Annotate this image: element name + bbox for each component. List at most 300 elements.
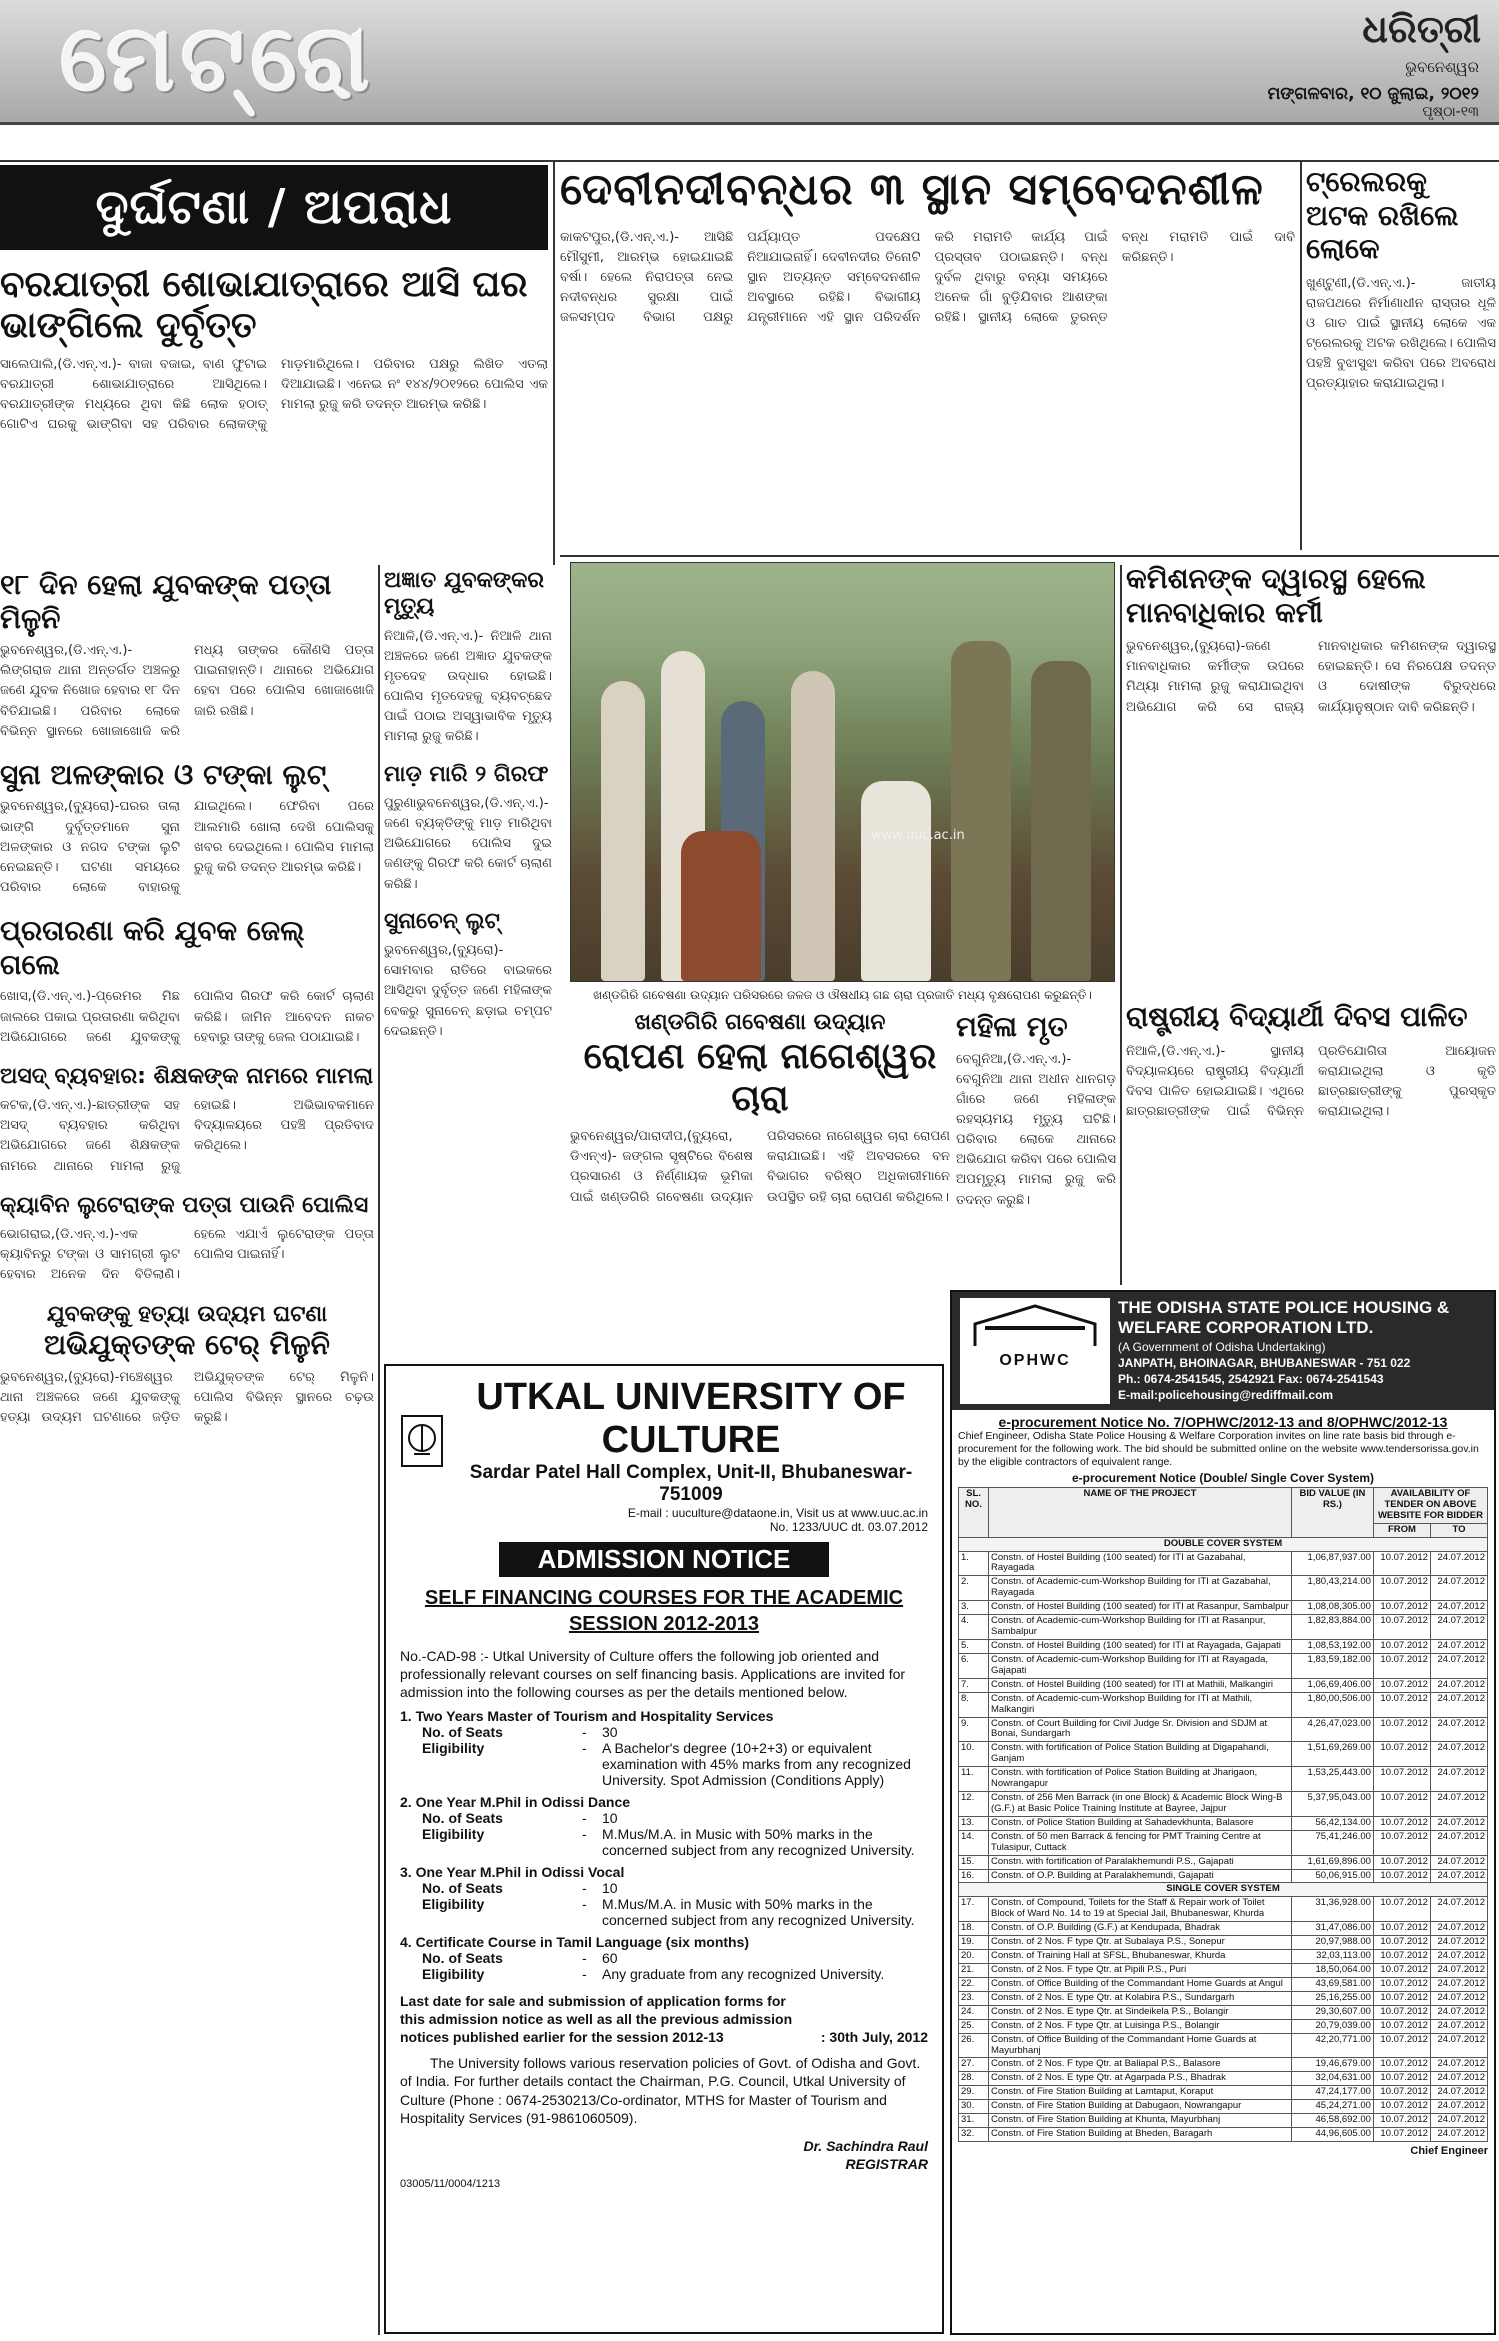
bid-value: 20,97,988.00 (1291, 1936, 1373, 1950)
project-name: Constn. of Training Hall at SFSL, Bhubaneswar, Khurda (989, 1950, 1292, 1964)
from-date: 10.07.2012 (1373, 1816, 1430, 1830)
sl-no: 29. (959, 2086, 989, 2100)
table-row (959, 1551, 1488, 1576)
from-date: 10.07.2012 (1373, 1717, 1430, 1742)
headline: ପ୍ରତାରଣା କରି ଯୁବକ ଜେଲ୍ ଗଲେ (0, 914, 305, 981)
to-date: 24.07.2012 (1430, 2033, 1487, 2058)
to-date: 24.07.2012 (1430, 1991, 1487, 2005)
from-date: 10.07.2012 (1373, 1869, 1430, 1883)
students-story (1126, 1000, 1496, 1290)
bid-value: 44,96,605.00 (1291, 2128, 1373, 2142)
police-housing-ad (950, 1290, 1496, 2335)
sl-no: 17. (959, 1897, 989, 1922)
lead-headline: ଦେବୀନଦୀବନ୍ଧର ୩ ସ୍ଥାନ ସମ୍ବେଦନଶୀଳ (560, 165, 1264, 215)
bid-value: 31,36,928.00 (1291, 1897, 1373, 1922)
table-section-row (959, 1883, 1488, 1897)
ad-header (400, 1376, 928, 1506)
col-header: BID VALUE (IN RS.) (1291, 1487, 1373, 1537)
kicker: ଯୁବକଙ୍କୁ ହତ୍ୟା ଉଦ୍ୟମ ଘଟଣା (46, 1301, 328, 1327)
table-title: e-procurement Notice (Double/ Single Cover System) (1071, 1470, 1375, 1485)
bid-value: 46,58,692.00 (1291, 2114, 1373, 2128)
headline: ୧୮ ଦିନ ହେଲା ଯୁବକଙ୍କ ପତ୍ତା ମିଳୁନି (0, 568, 332, 635)
last-date-value: : 30th July, 2012 (820, 2028, 928, 2045)
separator: - (582, 1825, 587, 1842)
newspaper-brand: ଧରିତ୍ରୀ (1362, 6, 1481, 51)
project-name: Constn. of Fire Station Building at Khunta, Mayurbhanj (989, 2114, 1292, 2128)
from-date: 10.07.2012 (1373, 1639, 1430, 1653)
section-banner: ଦୁର୍ଘଟଣା / ଅପରାଧ (0, 165, 548, 250)
project-name: Constn. of Hostel Building (100 seated) for ITI at Mathili, Malkangiri (989, 1678, 1292, 1692)
headline: ସୁନା ଅଳଙ୍କାର ଓ ଟଙ୍କା ଲୁଟ୍ (0, 757, 327, 791)
seats-value: 30 (602, 1723, 618, 1740)
separator: - (582, 1895, 587, 1912)
bid-value: 1,51,69,269.00 (1291, 1742, 1373, 1767)
bid-value: 50,06,915.00 (1291, 1869, 1373, 1883)
col-header: SL. NO. (959, 1487, 989, 1537)
table-row (959, 2114, 1488, 2128)
seats-value: 10 (602, 1809, 618, 1826)
sl-no: 28. (959, 2072, 989, 2086)
bid-value: 75,41,246.00 (1291, 1830, 1373, 1855)
table-row (959, 1922, 1488, 1936)
university-ad (384, 1364, 944, 2334)
bid-value: 1,83,59,182.00 (1291, 1653, 1373, 1678)
table-row (959, 1678, 1488, 1692)
to-date: 24.07.2012 (1430, 2100, 1487, 2114)
ad-code: 03005/11/0004/1213 (400, 2178, 501, 2191)
photo-figure (601, 681, 645, 981)
project-name: Constn. of 2 Nos. E type Qtr. at Kolabira P.S., Sundargarh (989, 1991, 1292, 2005)
to-date: 24.07.2012 (1430, 2128, 1487, 2142)
photo-figure (861, 781, 931, 981)
seats-label: No. of Seats (422, 1879, 503, 1896)
table-row (959, 1977, 1488, 1991)
photo-caption (570, 984, 1115, 1004)
notice-intro: No.-CAD-98 :- Utkal University of Culture offers the following job oriented and professionally relevant courses on self financing basis. Applications are invited for admission into the following courses as per the details mentioned below. (400, 1648, 906, 1701)
article-body: ନିଆଳି,(ଡି.ଏନ୍.ଏ.)- ନିଆଳି ଥାନା ଅଞ୍ଚଳରେ ଜଣେ ଅଜ୍ଞାତ ଯୁବକଙ୍କ ମୃତଦେହ ଉଦ୍ଧାର ହୋଇଛି। ପୋଲିସ ମୃତଦେହକୁ ବ୍ୟବଚ୍ଛେଦ ପାଇଁ ପଠାଇ ଅସ୍ୱାଭାବିକ ମୃତ୍ୟୁ ମାମଲା ରୁଜୁ କରିଛି। (384, 628, 552, 745)
section-masthead-title: ମେଟ୍ରୋ (60, 4, 376, 112)
to-date: 24.07.2012 (1430, 2019, 1487, 2033)
ad-footer: Chief Engineer (1410, 2145, 1488, 2157)
article-body: ଭୁବନେଶ୍ୱର/ପାରାଦୀପ,(ବ୍ୟୁରୋ, ଡିଏନ୍ଏ)- ଜଙ୍ଗଲ ସୃଷ୍ଟିରେ ବିଶେଷ ପ୍ରସାରଣ ଓ ନିର୍ଣ୍ଣାୟକ ଭୂମିକା ପାଇଁ ଖଣ୍ଡଗିରି ଗବେଷଣା ଉଦ୍ୟାନ ପରିସରରେ ନାଗେଶ୍ୱର ଚାରା ରୋପଣ କରାଯାଇଛି। ଏହି ଅବସରରେ ବନ ବିଭାଗର ବରିଷ୍ଠ ଅଧିକାରୀମାନେ ଉପସ୍ଥିତ ରହି ଚାରା ରୋପଣ କରିଥିଲେ। (570, 1129, 950, 1205)
from-date: 10.07.2012 (1373, 1551, 1430, 1576)
lead-story (560, 165, 1295, 550)
to-date: 24.07.2012 (1430, 1792, 1487, 1817)
bid-value: 47,24,177.00 (1291, 2086, 1373, 2100)
from-date: 10.07.2012 (1373, 2100, 1430, 2114)
course-title: 1. Two Years Master of Tourism and Hospitality Services (400, 1707, 774, 1724)
sl-no: 32. (959, 2128, 989, 2142)
headline: ଅଭିଯୁକ୍ତଙ୍କ ଟେର୍ ମିଳୁନି (44, 1327, 330, 1361)
university-name: UTKAL UNIVERSITY OF CULTURE (476, 1376, 906, 1461)
bid-value: 29,30,607.00 (1291, 2005, 1373, 2019)
photo-figure (1031, 661, 1091, 981)
headline: କମିଶନଙ୍କ ଦ୍ୱାରସ୍ଥ ହେଲେ ମାନବାଧିକାର କର୍ମୀ (1126, 562, 1426, 629)
table-row (959, 1653, 1488, 1678)
notice-ref: No. 1233/UUC dt. 03.07.2012 (769, 1520, 928, 1534)
section-label: SINGLE COVER SYSTEM (959, 1883, 1488, 1897)
bid-value: 32,03,113.00 (1291, 1950, 1373, 1964)
from-date: 10.07.2012 (1373, 1991, 1430, 2005)
project-name: Constn. of 2 Nos. F type Qtr. at Pipili P.S., Puri (989, 1964, 1292, 1978)
table-row (959, 1964, 1488, 1978)
headline: ମହିଳା ମୃତ (956, 1010, 1068, 1043)
to-date: 24.07.2012 (1430, 1922, 1487, 1936)
bid-value: 1,08,53,192.00 (1291, 1639, 1373, 1653)
seats-value: 10 (602, 1879, 618, 1896)
project-name: Constn. of Academic-cum-Workshop Building for ITI at Gazabahal, Rayagada (989, 1576, 1292, 1601)
project-name: Constn. of O.P. Building at Paralakhemundi, Gajapati (989, 1869, 1292, 1883)
university-email: E-mail : uuculture@dataone.in, Visit us at www.uuc.ac.in (627, 1506, 928, 1520)
article-body: ନିଆଳି,(ଡି.ଏନ୍.ଏ.)- ସ୍ଥାନୀୟ ବିଦ୍ୟାଳୟରେ ରାଷ୍ଟ୍ରୀୟ ବିଦ୍ୟାର୍ଥୀ ଦିବସ ପାଳିତ ହୋଇଯାଇଛି। ଏଥିରେ ଛାତ୍ରଛାତ୍ରୀଙ୍କ ପାଇଁ ବିଭିନ୍ନ ପ୍ରତିଯୋଗିତା ଆୟୋଜନ କରାଯାଇଥିଲା ଓ କୃତି ଛାତ୍ରଛାତ୍ରୀଙ୍କୁ ପୁରସ୍କୃତ କରାଯାଇଥିଲା। (1126, 1043, 1496, 1120)
separator: - (582, 1739, 587, 1756)
bid-value: 1,06,69,406.00 (1291, 1678, 1373, 1692)
caption-text: ଖଣ୍ଡଗିରି ଗବେଷଣା ଉଦ୍ୟାନ ପରିସରରେ ଜଳଜ ଓ ଔଷଧୀୟ ଗଛ ଚାରା ପ୍ରଜାତି ମଧ୍ୟ ବୃକ୍ଷରୋପଣ କରୁଛନ୍ତି। (593, 988, 1092, 1002)
bid-value: 18,50,064.00 (1291, 1964, 1373, 1978)
project-name: Constn. of Fire Station Building at Lamtaput, Koraput (989, 2086, 1292, 2100)
project-name: Constn. with fortification of Police Station Building at Jharigaon, Nowrangapur (989, 1767, 1292, 1792)
to-date: 24.07.2012 (1430, 1678, 1487, 1692)
university-address: Sardar Patel Hall Complex, Unit-II, Bhubaneswar-751009 (469, 1462, 913, 1505)
eligibility-label: Eligibility (422, 1825, 485, 1842)
column-divider (1120, 565, 1122, 1285)
corp-phone: Ph.: 0674-2541545, 2542921 Fax: 0674-2541543 (1118, 1372, 1384, 1387)
news-photo (570, 562, 1115, 982)
article-body: ସାଲେପାଲି,(ଡି.ଏନ୍.ଏ.)- ବାଜା ବଜାଇ, ବାଣ ଫୁଟାଇ ବରଯାତ୍ରୀ ଶୋଭାଯାତ୍ରାରେ ଆସିଥିଲେ। ବରଯାତ୍ରୀଙ୍କ ମଧ୍ୟରେ ଥିବା କିଛି ଲୋକ ହଠାତ୍ ଗୋଟିଏ ଘରକୁ ଭାଙ୍ଗିବା ସହ ପରିବାର ଲୋକଙ୍କୁ ମାଡ଼ମାରିଥିଲେ। ପରିବାର ପକ୍ଷରୁ ଲିଖିତ ଏତଲା ଦିଆଯାଇଛି। ଏନେଇ ନଂ ୧୪୪/୨୦୧୨ରେ ପୋଲିସ ଏକ ମାମଲା ରୁଜୁ କରି ତଦନ୍ତ ଆରମ୍ଭ କରିଛି। (0, 356, 548, 433)
headline: ରୋପଣ ହେଲା ନାଗେଶ୍ୱର ଚାରା (583, 1036, 937, 1119)
corporation-name: THE ODISHA STATE POLICE HOUSING & WELFARE CORPORATION LTD. (1118, 1298, 1450, 1338)
tender-table (958, 1487, 1488, 2142)
table-section-row (959, 1537, 1488, 1551)
headline: ଟ୍ରେଲରକୁ ଅଟକ ରଖିଲେ ଲୋକେ (1306, 165, 1459, 266)
bid-value: 43,69,581.00 (1291, 1977, 1373, 1991)
rights-story (1126, 562, 1496, 987)
from-date: 10.07.2012 (1373, 1692, 1430, 1717)
headline: ମାଡ଼ ମାରି ୨ ଗିରଫ (384, 761, 549, 787)
project-name: Constn. of 2 Nos. E type Qtr. at Agarpada P.S., Bhadrak (989, 2072, 1292, 2086)
headline: ରାଷ୍ଟ୍ରୀୟ ବିଦ୍ୟାର୍ଥୀ ଦିବସ ପାଳିତ (1126, 1000, 1468, 1033)
project-name: Constn. of Office Building of the Commandant Home Guards at Angul (989, 1977, 1292, 1991)
seats-value: 60 (602, 1949, 618, 1966)
table-row (959, 1792, 1488, 1817)
table-row (959, 1601, 1488, 1615)
bid-value: 42,20,771.00 (1291, 2033, 1373, 2058)
project-name: Constn. of Hostel Building (100 seated) for ITI at Rasanpur, Sambalpur (989, 1601, 1292, 1615)
to-date: 24.07.2012 (1430, 1576, 1487, 1601)
project-name: Constn. of Office Building of the Commandant Home Guards at Mayurbhanj (989, 2033, 1292, 2058)
to-date: 24.07.2012 (1430, 1869, 1487, 1883)
seats-label: No. of Seats (422, 1949, 503, 1966)
project-name: Constn. of Academic-cum-Workshop Building for ITI at Rasanpur, Sambalpur (989, 1615, 1292, 1640)
article-body: ଭୁବନେଶ୍ୱର,(ବ୍ୟୁରୋ)-ଘରର ତାଲା ଭାଙ୍ଗି ଦୁର୍ବୃତ୍ତମାନେ ସୁନା ଅଳଙ୍କାର ଓ ନଗଦ ଟଙ୍କା ଲୁଟି ନେଇଛନ୍ତି। ଘଟଣା ସମୟରେ ପରିବାର ଲୋକେ ବାହାରକୁ ଯାଇଥିଲେ। ଫେରିବା ପରେ ଆଲମାରି ଖୋଲା ଦେଖି ପୋଲିସକୁ ଖବର ଦେଇଥିଲେ। ପୋଲିସ ମାମଲା ରୁଜୁ କରି ତଦନ୍ତ ଆରମ୍ଭ କରିଛି। (0, 799, 374, 896)
from-date: 10.07.2012 (1373, 1950, 1430, 1964)
to-date: 24.07.2012 (1430, 1653, 1487, 1678)
bid-value: 5,37,95,043.00 (1291, 1792, 1373, 1817)
sl-no: 14. (959, 1830, 989, 1855)
article-body: ଭୁବନେଶ୍ୱର,(ବ୍ୟୁରୋ)-ମଞ୍ଚେଶ୍ୱର ଥାନା ଅଞ୍ଚଳରେ ଜଣେ ଯୁବକଙ୍କୁ ହତ୍ୟା ଉଦ୍ୟମ ଘଟଣାରେ ଜଡ଼ିତ ଅଭିଯୁକ୍ତଙ୍କ ଟେର୍ ମିଳୁନି। ପୋଲିସ ବିଭିନ୍ନ ସ୍ଥାନରେ ଚଢ଼ଉ କରୁଛି। (0, 1369, 374, 1425)
ophwc-logo (960, 1298, 1110, 1404)
project-name: Constn. of 2 Nos. F type Qtr. at Baliapal P.S., Balasore (989, 2058, 1292, 2072)
sl-no: 15. (959, 1855, 989, 1869)
bid-value: 31,47,086.00 (1291, 1922, 1373, 1936)
sl-no: 1. (959, 1551, 989, 1576)
article-body: ପୁରୁଣାଭୁବନେଶ୍ୱର,(ଡି.ଏନ୍.ଏ.)- ଜଣେ ବ୍ୟକ୍ତିଙ୍କୁ ମାଡ଼ ମାରିଥିବା ଅଭିଯୋଗରେ ପୋଲିସ ଦୁଇ ଜଣଙ୍କୁ ଗିରଫ କରି କୋର୍ଟ ଚାଲାଣ କରିଛି। (384, 796, 552, 892)
sl-no: 26. (959, 2033, 989, 2058)
rule (560, 555, 1499, 557)
project-name: Constn. of O.P. Building (G.F.) at Kendupada, Bhadrak (989, 1922, 1292, 1936)
from-date: 10.07.2012 (1373, 1897, 1430, 1922)
project-name: Constn. of Hostel Building (100 seated) for ITI at Rayagada, Gajapati (989, 1639, 1292, 1653)
table-row (959, 2058, 1488, 2072)
eligibility-label: Eligibility (422, 1895, 485, 1912)
university-seal-icon (400, 1414, 444, 1468)
bid-value: 45,24,271.00 (1291, 2100, 1373, 2114)
table-row (959, 1936, 1488, 1950)
article-body: ବେଗୁନିଆ,(ଡି.ଏନ୍.ଏ.)- ବେଗୁନିଆ ଥାନା ଅଧୀନ ଧାନଗଡ଼ ଗାଁରେ ଜଣେ ମହିଳାଙ୍କ ରହସ୍ୟମୟ ମୃତ୍ୟୁ ଘଟିଛି। ପରିବାର ଲୋକେ ଥାନାରେ ଅଭିଯୋଗ କରିବା ପରେ ପୋଲିସ ଅପମୃତ୍ୟୁ ମାମଲା ରୁଜୁ କରି ତଦନ୍ତ କରୁଛି। (956, 1051, 1116, 1208)
photo-watermark: www.uuc.ac.in (871, 828, 965, 843)
to-date: 24.07.2012 (1430, 1717, 1487, 1742)
project-name: Constn. of Court Building for Civil Judge Sr. Division and SDJM at Bonai, Sundargarh (989, 1717, 1292, 1742)
bid-value: 56,42,134.00 (1291, 1816, 1373, 1830)
from-date: 10.07.2012 (1373, 1767, 1430, 1792)
course-item (400, 1934, 928, 1982)
section-label: DOUBLE COVER SYSTEM (959, 1537, 1488, 1551)
table-row (959, 1830, 1488, 1855)
table-row (959, 1991, 1488, 2005)
column-divider (378, 565, 380, 2335)
table-row (959, 1615, 1488, 1640)
article-body: ଭୋଗରାଇ,(ଡି.ଏନ୍.ଏ.)-ଏକ କ୍ୟାବିନରୁ ଟଙ୍କା ଓ ସାମଗ୍ରୀ ଲୁଟ ହେବାର ଅନେକ ଦିନ ବିତିଲାଣି। ହେଲେ ଏଯାଏଁ ଲୁଟେରାଙ୍କ ପତ୍ତା ପୋଲିସ ପାଇନାହିଁ। (0, 1227, 374, 1283)
eligibility-value: M.Mus/M.A. in Music with 50% marks in the concerned subject from any recognized University. (602, 1825, 915, 1858)
from-date: 10.07.2012 (1373, 1615, 1430, 1640)
project-name: Constn. of Police Station Building at Sahadevkhunta, Balasore (989, 1816, 1292, 1830)
project-name: Constn. of Fire Station Building at Dabugaon, Nowrangapur (989, 2100, 1292, 2114)
headline: ସୁନାଚେନ୍ ଲୁଟ୍ (384, 908, 500, 934)
to-date: 24.07.2012 (1430, 1692, 1487, 1717)
bid-value: 1,53,25,443.00 (1291, 1767, 1373, 1792)
project-name: Constn. of 2 Nos. F type Qtr. at Subalaya P.S., Sonepur (989, 1936, 1292, 1950)
corp-email: E-mail:policehousing@rediffmail.com (1118, 1388, 1334, 1403)
table-row (959, 2128, 1488, 2142)
corp-address: JANPATH, BHOINAGAR, BHUBANESWAR - 751 022 (1118, 1355, 1411, 1370)
table-row (959, 1869, 1488, 1883)
sl-no: 3. (959, 1601, 989, 1615)
from-date: 10.07.2012 (1373, 2005, 1430, 2019)
headline: କ୍ୟାବିନ ଲୁଟେରାଙ୍କ ପତ୍ତା ପାଉନି ପୋଲିସ (0, 1192, 369, 1218)
sl-no: 16. (959, 1869, 989, 1883)
admission-banner: ADMISSION NOTICE (499, 1542, 829, 1577)
course-title: 4. Certificate Course in Tamil Language (six months) (400, 1933, 750, 1950)
to-date: 24.07.2012 (1430, 1936, 1487, 1950)
project-name: Constn. with fortification of Paralakhemundi P.S., Gajapati (989, 1855, 1292, 1869)
article-body: ଭୁବନେଶ୍ୱର,(ବ୍ୟୁରୋ)-ଜଣେ ମାନବାଧିକାର କର୍ମୀଙ୍କ ଉପରେ ମିଥ୍ୟା ମାମଲା ରୁଜୁ କରାଯାଇଥିବା ଅଭିଯୋଗ କରି ସେ ରାଜ୍ୟ ମାନବାଧିକାର କମିଶନଙ୍କ ଦ୍ୱାରସ୍ଥ ହୋଇଛନ୍ତି। ସେ ନିରପେକ୍ଷ ତଦନ୍ତ ଓ ଦୋଷୀଙ୍କ ବିରୁଦ୍ଧରେ କାର୍ଯ୍ୟାନୁଷ୍ଠାନ ଦାବି କରିଛନ୍ତି। (1126, 639, 1496, 715)
from-date: 10.07.2012 (1373, 2019, 1430, 2033)
project-name: Constn. of Fire Station Building at Bheden, Baragarh (989, 2128, 1292, 2142)
column-divider (1300, 160, 1302, 550)
to-date: 24.07.2012 (1430, 2005, 1487, 2019)
sl-no: 5. (959, 1639, 989, 1653)
tender-rows (959, 1537, 1488, 2141)
sl-no: 31. (959, 2114, 989, 2128)
sl-no: 11. (959, 1767, 989, 1792)
course-title: 2. One Year M.Phil in Odissi Dance (400, 1793, 631, 1810)
kicker: ଖଣ୍ଡଗିରି ଗବେଷଣା ଉଦ୍ୟାନ (634, 1010, 886, 1035)
table-row (959, 2100, 1488, 2114)
govt-line: (A Government of Odisha Undertaking) (1118, 1339, 1326, 1354)
col-subheader: TO (1430, 1523, 1487, 1537)
from-date: 10.07.2012 (1373, 1830, 1430, 1855)
headline: ଅସଦ୍ ବ୍ୟବହାର: ଶିକ୍ଷକଙ୍କ ନାମରେ ମାମଲା (0, 1063, 374, 1089)
table-row (959, 1717, 1488, 1742)
from-date: 10.07.2012 (1373, 2128, 1430, 2142)
to-date: 24.07.2012 (1430, 1767, 1487, 1792)
to-date: 24.07.2012 (1430, 2086, 1487, 2100)
sl-no: 12. (959, 1792, 989, 1817)
article-body: ଭୁବନେଶ୍ୱର,(ବ୍ୟୁରୋ)-ସୋମବାର ରାତିରେ ବାଇକରେ ଆସିଥିବା ଦୁର୍ବୃତ୍ତ ଜଣେ ମହିଳାଙ୍କ ବେକରୁ ସୁନାଚେନ୍ ଛଡ଼ାଇ ଚମ୍ପଟ ଦେଇଛନ୍ତି। (384, 943, 552, 1039)
article-body: ଭୁବନେଶ୍ୱର,(ଡି.ଏନ୍.ଏ.)-ଲିଙ୍ଗରାଜ ଥାନା ଅନ୍ତର୍ଗତ ଅଞ୍ଚଳରୁ ଜଣେ ଯୁବକ ନିଖୋଜ ହେବାର ୧୮ ଦିନ ବିତିଯାଇଛି। ପରିବାର ଲୋକେ ବିଭିନ୍ନ ସ୍ଥାନରେ ଖୋଜାଖୋଜି କରି ମଧ୍ୟ ତାଙ୍କର କୌଣସି ପତ୍ତା ପାଇନାହାନ୍ତି। ଥାନାରେ ଅଭିଯୋଗ ହେବା ପରେ ପୋଲିସ ଖୋଜାଖୋଜି ଜାରି ରଖିଛି। (0, 643, 374, 739)
headline: ଅଜ୍ଞାତ ଯୁବକଙ୍କର ମୃତ୍ୟୁ (384, 568, 545, 620)
table-row (959, 1742, 1488, 1767)
sl-no: 25. (959, 2019, 989, 2033)
eligibility-label: Eligibility (422, 1739, 485, 1756)
table-row (959, 1950, 1488, 1964)
course-item (400, 1794, 928, 1858)
to-date: 24.07.2012 (1430, 1855, 1487, 1869)
eligibility-value: M.Mus/M.A. in Music with 50% marks in the concerned subject from any recognized University. (602, 1895, 915, 1928)
page-number: ପୃଷ୍ଠା-୧୩ (1422, 104, 1479, 120)
table-row (959, 1855, 1488, 1869)
sl-no: 23. (959, 1991, 989, 2005)
from-date: 10.07.2012 (1373, 1792, 1430, 1817)
signatory: Dr. Sachindra Raul (803, 2137, 928, 2154)
from-date: 10.07.2012 (1373, 2114, 1430, 2128)
headline: ବରଯାତ୍ରୀ ଶୋଭାଯାତ୍ରାରେ ଆସି ଘର ଭାଙ୍ଗିଲେ ଦୁର୍ବୃତ୍ତ (0, 264, 528, 347)
ad-header (952, 1292, 1494, 1410)
sl-no: 2. (959, 1576, 989, 1601)
dateline-place: ଭୁବନେଶ୍ୱର (1405, 58, 1479, 76)
separator: - (582, 1965, 587, 1982)
bid-value: 1,80,43,214.00 (1291, 1576, 1373, 1601)
to-date: 24.07.2012 (1430, 1639, 1487, 1653)
from-date: 10.07.2012 (1373, 1977, 1430, 1991)
article-body: ଖୋସ,(ଡି.ଏନ୍.ଏ.)-ପ୍ରେମର ମିଛ ଜାଲରେ ପକାଇ ପ୍ରତାରଣା କରିଥିବା ଅଭିଯୋଗରେ ଜଣେ ଯୁବକଙ୍କୁ ପୋଲିସ ଗିରଫ କରି କୋର୍ଟ ଚାଲାଣ କରିଛି। ଜାମିନ ଆବେଦନ ନାକଚ ହେବାରୁ ତାଙ୍କୁ ଜେଲ ପଠାଯାଇଛି। (0, 989, 374, 1045)
table-row (959, 1897, 1488, 1922)
sl-no: 9. (959, 1717, 989, 1742)
bid-value: 32,04,631.00 (1291, 2072, 1373, 2086)
col-header: AVAILABILITY OF TENDER ON ABOVE WEBSITE FOR BIDDER (1373, 1487, 1487, 1523)
seats-label: No. of Seats (422, 1809, 503, 1826)
table-row (959, 1767, 1488, 1792)
sl-no: 7. (959, 1678, 989, 1692)
table-row (959, 2086, 1488, 2100)
project-name: Constn. of 256 Men Barrack (in one Block) & Academic Block Wing-B (G.F.) at Basic Police Training Institute at Bayree, Jajpur (989, 1792, 1292, 1817)
to-date: 24.07.2012 (1430, 1830, 1487, 1855)
bid-value: 1,06,87,937.00 (1291, 1551, 1373, 1576)
to-date: 24.07.2012 (1430, 1897, 1487, 1922)
project-name: Constn. of Hostel Building (100 seated) for ITI at Gazabahal, Rayagada (989, 1551, 1292, 1576)
masthead (0, 0, 1499, 125)
eligibility-value: A Bachelor's degree (10+2+3) or equivalent examination with 45% marks from any recognized University. Spot Admission (Conditions Apply) (602, 1739, 911, 1788)
table-row (959, 1816, 1488, 1830)
garden-story (570, 1010, 950, 1370)
from-date: 10.07.2012 (1373, 2033, 1430, 2058)
photo-figure (791, 671, 835, 981)
project-name: Constn. with fortification of Police Station Building at Digapahandi, Ganjam (989, 1742, 1292, 1767)
sl-no: 8. (959, 1692, 989, 1717)
sl-no: 18. (959, 1922, 989, 1936)
photo-figure (681, 831, 761, 981)
issue-date: ମଙ୍ଗଳବାର, ୧୦ ଜୁଲାଇ, ୨୦୧୨ (1267, 84, 1479, 104)
from-date: 10.07.2012 (1373, 1678, 1430, 1692)
bid-value: 4,26,47,023.00 (1291, 1717, 1373, 1742)
to-date: 24.07.2012 (1430, 1950, 1487, 1964)
to-date: 24.07.2012 (1430, 1977, 1487, 1991)
to-date: 24.07.2012 (1430, 2114, 1487, 2128)
sl-no: 21. (959, 1964, 989, 1978)
designation: REGISTRAR (845, 2156, 928, 2173)
last-date-row (400, 1992, 928, 2047)
article-body: ଖୁଣ୍ଟୁଣୀ,(ଡି.ଏନ୍.ଏ.)- ଜାତୀୟ ରାଜପଥରେ ନିର୍ମାଣାଧୀନ ରାସ୍ତାର ଧୂଳି ଓ ଗାତ ପାଇଁ ସ୍ଥାନୀୟ ଲୋକେ ଏକ ଟ୍ରେଲରକୁ ଅଟକ ରଖିଥିଲେ। ପୋଲିସ ପହଞ୍ଚି ବୁଝାସୁଝା କରିବା ପରେ ଅବରୋଧ ପ୍ରତ୍ୟାହାର କରାଯାଇଥିଲା। (1306, 275, 1496, 392)
separator: - (582, 1879, 587, 1896)
project-name: Constn. of Compound, Toilets for the Staff & Repair work of Toilet Block of Ward No. 14 to 19 at Special Jail, Bhubaneswar, Khurda (989, 1897, 1292, 1922)
right-top-story (1306, 165, 1496, 550)
to-date: 24.07.2012 (1430, 1816, 1487, 1830)
article-body: କାକଟପୁର,(ଡି.ଏନ୍.ଏ.)- ଆସିଛି ମୌସୁମୀ, ଆରମ୍ଭ ହୋଇଯାଇଛି ବର୍ଷା। ହେଲେ ନିରାପତ୍ତା ନେଇ ନଦୀବନ୍ଧର ସୁରକ୍ଷା ପାଇଁ ଜଳସମ୍ପଦ ବିଭାଗ ପକ୍ଷରୁ ପର୍ଯ୍ୟାପ୍ତ ପଦକ୍ଷେପ ନିଆଯାଇନାହିଁ। ଦେବୀନଦୀର ତିନୋଟି ସ୍ଥାନ ଅତ୍ୟନ୍ତ ସମ୍ବେଦନଶୀଳ ଅବସ୍ଥାରେ ରହିଛି। ବିଭାଗୀୟ ଯନ୍ତ୍ରୀମାନେ ଏହି ସ୍ଥାନ ପରିଦର୍ଶନ କରି ମରାମତି କାର୍ଯ୍ୟ ପାଇଁ ପ୍ରସ୍ତାବ ପଠାଇଛନ୍ତି। ବନ୍ଧ ଦୁର୍ବଳ ଥିବାରୁ ବନ୍ୟା ସମୟରେ ଅନେକ ଗାଁ ବୁଡ଼ିଯିବାର ଆଶଙ୍କା ରହିଛି। ସ୍ଥାନୀୟ ଲୋକେ ତୁରନ୍ତ ବନ୍ଧ ମରାମତି ପାଇଁ ଦାବି କରିଛନ୍ତି। (560, 229, 1295, 326)
bid-value: 19,46,679.00 (1291, 2058, 1373, 2072)
house-logo-icon (965, 1302, 1105, 1348)
table-row (959, 2072, 1488, 2086)
photo-figure (951, 641, 1011, 981)
bid-value: 1,08,08,305.00 (1291, 1601, 1373, 1615)
col-subheader: FROM (1373, 1523, 1430, 1537)
to-date: 24.07.2012 (1430, 1742, 1487, 1767)
from-date: 10.07.2012 (1373, 1653, 1430, 1678)
table-row (959, 1692, 1488, 1717)
bid-value: 1,61,69,896.00 (1291, 1855, 1373, 1869)
sl-no: 19. (959, 1936, 989, 1950)
eligibility-label: Eligibility (422, 1965, 485, 1982)
middle-column (384, 568, 552, 1358)
reservation-policy: The University follows various reservation policies of Govt. of Odisha and Govt. of India. For further details contact the Chairman, P.G. Council, Utkal University of Culture (Phone : 0674-2530213/Co-ordinator, MTHS for Master of Tourism and Hospitality Services (91-9861060509). (400, 2055, 921, 2126)
last-date-text: Last date for sale and submission of application forms for this admission notice as well as all the previous admission notices published earlier for the session 2012-13 (400, 1992, 793, 2045)
from-date: 10.07.2012 (1373, 1742, 1430, 1767)
sl-no: 22. (959, 1977, 989, 1991)
notice-subtitle: SELF FINANCING COURSES FOR THE ACADEMIC SESSION 2012-2013 (424, 1587, 904, 1635)
project-name: Constn. of Academic-cum-Workshop Building for ITI at Rayagada, Gajapati (989, 1653, 1292, 1678)
to-date: 24.07.2012 (1430, 1964, 1487, 1978)
project-name: Constn. of 50 men Barrack & fencing for PMT Training Centre at Tulasipur, Cuttack (989, 1830, 1292, 1855)
to-date: 24.07.2012 (1430, 1551, 1487, 1576)
sl-no: 13. (959, 1816, 989, 1830)
from-date: 10.07.2012 (1373, 1936, 1430, 1950)
notice-body: Chief Engineer, Odisha State Police Housing & Welfare Corporation invites on line rate basis bid through e-procurement for the following work. The bid should be submitted online on the website www.tendersorissa.gov.in by the eligible contractors of equivalent range. (958, 1429, 1479, 1468)
separator: - (582, 1809, 587, 1826)
to-date: 24.07.2012 (1430, 1601, 1487, 1615)
to-date: 24.07.2012 (1430, 1615, 1487, 1640)
logo-text: OPHWC (999, 1352, 1071, 1369)
rule (0, 160, 1499, 162)
project-name: Constn. of 2 Nos. F type Qtr. at Luisinga P.S., Bolangir (989, 2019, 1292, 2033)
article-body: କଟକ,(ଡି.ଏନ୍.ଏ.)-ଛାତ୍ରୀଙ୍କ ସହ ଅସଦ୍ ବ୍ୟବହାର କରିଥିବା ଅଭିଯୋଗରେ ଜଣେ ଶିକ୍ଷକଙ୍କ ନାମରେ ଥାନାରେ ମାମଲା ରୁଜୁ ହୋଇଛି। ଅଭିଭାବକମାନେ ବିଦ୍ୟାଳୟରେ ପହଞ୍ଚି ପ୍ରତିବାଦ କରିଥିଲେ। (0, 1098, 374, 1174)
table-row (959, 2033, 1488, 2058)
bid-value: 1,82,83,884.00 (1291, 1615, 1373, 1640)
from-date: 10.07.2012 (1373, 2058, 1430, 2072)
sl-no: 27. (959, 2058, 989, 2072)
course-item (400, 1708, 928, 1788)
from-date: 10.07.2012 (1373, 2086, 1430, 2100)
separator: - (582, 1723, 587, 1740)
bid-value: 1,80,00,506.00 (1291, 1692, 1373, 1717)
